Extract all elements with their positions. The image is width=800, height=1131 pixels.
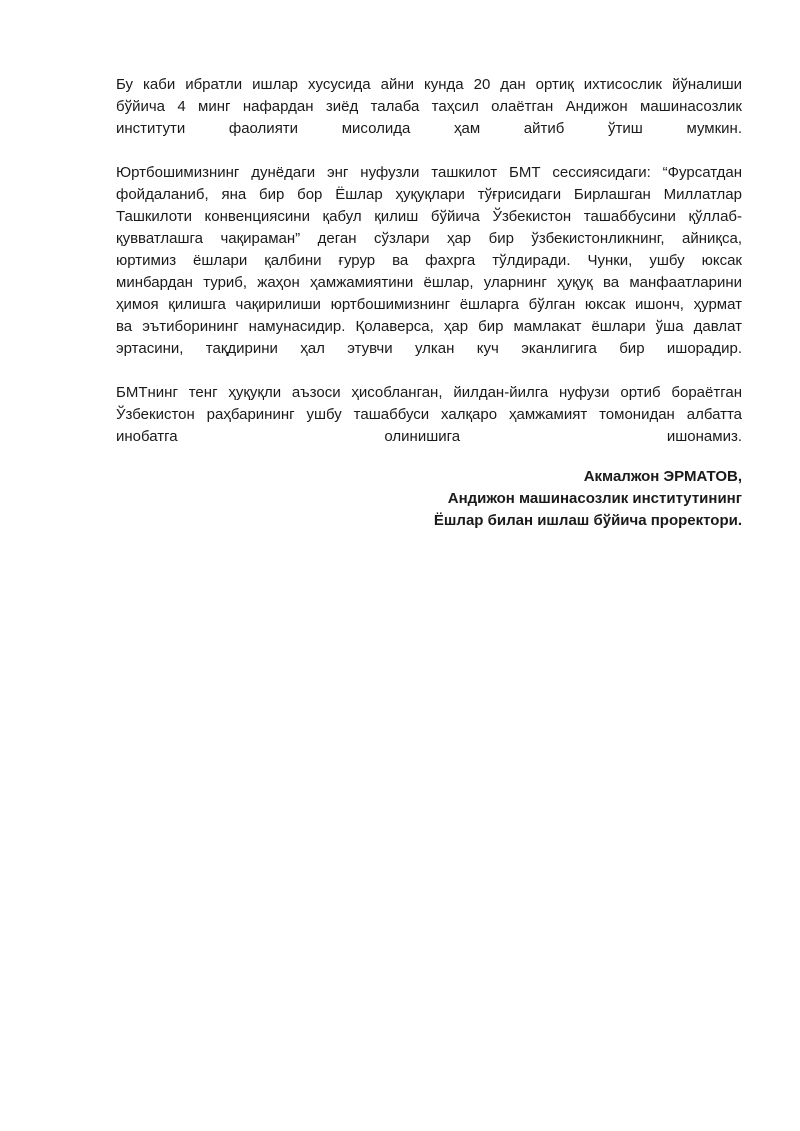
text-line: ва эътиборининг намунасидир. Қолаверса, ҳар бир мамлакат ёшлари ўша давлат <box>116 318 742 335</box>
text-line: Ташкилоти конвенциясини қабул қилиш бўйича Ўзбекистон ташаббусини қўллаб- <box>116 208 742 225</box>
text-line: Ўзбекистон раҳбарининг ушбу ташаббуси халқаро ҳамжамият томонидан албатта <box>116 406 742 423</box>
author-position: Ёшлар билан ишлаш бўйича проректори. <box>433 512 742 529</box>
document-page <box>116 74 742 532</box>
text-line: Юртбошимизнинг дунёдаги энг нуфузли ташкилот БМТ сессиясидаги: “Фурсатдан <box>116 164 742 181</box>
author-position: Андижон машинасозлик институтининг <box>447 490 742 507</box>
text-line: ҳимоя қилишга чақирилиши юртбошимизнинг ёшларга бўлган юксак ишонч, ҳурмат <box>116 296 742 313</box>
paragraph-3 <box>116 382 742 448</box>
text-line: институти фаолияти мисолида ҳам айтиб ўтиш мумкин. <box>116 120 742 137</box>
paragraph-1 <box>116 74 742 140</box>
text-line: Бу каби ибратли ишлар хусусида айни кунда 20 дан ортиқ ихтисослик йўналиши <box>116 76 742 93</box>
text-line: фойдаланиб, яна бир бор Ёшлар ҳуқуқлари тўғрисидаги Бирлашган Миллатлар <box>116 186 742 203</box>
paragraph-2 <box>116 162 742 360</box>
text-line: эртасини, тақдирини ҳал этувчи улкан куч эканлигига бир ишорадир. <box>116 340 742 357</box>
text-line: қувватлашга чақираман” деган сўзлари ҳар бир ўзбекистонликнинг, айниқса, <box>116 230 742 247</box>
author-signature <box>116 466 742 532</box>
text-line: минбардан туриб, жаҳон ҳамжамиятини ёшлар, уларнинг ҳуқуқ ва манфаатларини <box>116 274 742 291</box>
text-line: бўйича 4 минг нафардан зиёд талаба таҳсил олаётган Андижон машинасозлик <box>116 98 742 115</box>
text-line: юртимиз ёшлари қалбини ғурур ва фахрга тўлдиради. Чунки, ушбу юксак <box>116 252 742 269</box>
text-line: БМТнинг тенг ҳуқуқли аъзоси ҳисобланган, йилдан-йилга нуфузи ортиб бораётган <box>116 384 742 401</box>
text-line: инобатга олинишига ишонамиз. <box>116 428 742 445</box>
author-name: Акмалжон ЭРМАТОВ, <box>583 468 742 485</box>
